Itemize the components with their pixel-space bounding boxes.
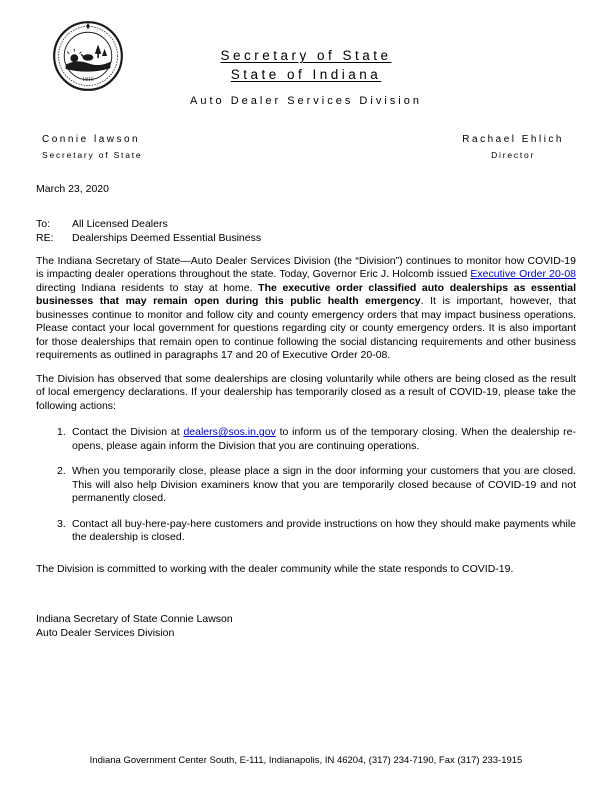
to-value: All Licensed Dealers — [72, 217, 168, 230]
signature-block — [36, 613, 576, 640]
director-title: Director — [491, 150, 536, 160]
dealers-email-link[interactable]: dealers@sos.in.gov — [183, 426, 276, 438]
text-run: The Indiana Secretary of State—Auto Dealer Services Division (the “Division”) continues to monitor how COVID-19 is impacting dealer operations throughout the state. Today, Governor Eric J. Holcomb issued — [36, 254, 576, 280]
signature-line-1: Indiana Secretary of State Connie Lawson — [36, 613, 233, 625]
letter-body — [0, 183, 612, 640]
letter-date: March 23, 2020 — [36, 183, 109, 195]
closing-paragraph: The Division is committed to working with the dealer community while the state responds to COVID-19. — [36, 562, 514, 575]
text-run: . It is important, however, that businesses continue to monitor and follow city and county emergency orders that may impact business operations. Please contact your local government for questions regarding city or county emergency orders. It is also important for those dealerships that remain open to continue following the social distancing requirements and other business requirements as outlined in paragraphs 17 and 20 of Executive Order 20-08. — [36, 295, 576, 361]
letterhead-division: Auto Dealer Services Division — [190, 95, 422, 107]
list-item — [36, 465, 576, 506]
bold-text: The executive order classified auto dealerships as essential businesses that may remain open during this public health emergency — [36, 281, 576, 307]
text-run: When you temporarily close, please place a sign in the door informing your customers that you are closed. This will also help Division examiners know that you are temporarily closed because of COVID-19 and not permanently closed. — [72, 465, 576, 504]
text-run: to inform us of the temporary closing. When the dealership re-opens, please again inform the Division that you are continuing operations. — [72, 426, 577, 452]
list-marker: 3. — [57, 517, 66, 530]
indiana-state-seal-icon — [52, 20, 124, 92]
text-run: Contact all buy-here-pay-here customers and provide instructions on how they should make payments while the dealership is closed. — [72, 517, 576, 543]
list-item — [36, 426, 576, 453]
signature-line-2: Auto Dealer Services Division — [36, 626, 175, 639]
list-item-text — [72, 465, 576, 506]
text-run: Contact the Division at — [72, 426, 184, 438]
official-right — [462, 133, 564, 162]
list-marker: 2. — [57, 465, 66, 477]
list-item — [36, 518, 576, 545]
letterhead — [0, 0, 612, 107]
seal-year: 1816 — [82, 77, 94, 84]
letterhead-title-secretary: Secretary of State — [220, 48, 392, 63]
text-run: directing Indiana residents to stay at home. — [36, 281, 259, 294]
to-label: To: — [36, 217, 51, 230]
secretary-title: Secretary of State — [42, 150, 143, 160]
footer-address: Indiana Government Center South, E-111, Indianapolis, IN 46204, (317) 234-7190, Fax (317) 233-1915 — [89, 755, 523, 766]
executive-order-link[interactable]: Executive Order 20-08 — [470, 268, 576, 280]
list-marker: 1. — [57, 426, 66, 438]
letterhead-title-state: State of Indiana — [230, 67, 382, 82]
officials-row — [0, 133, 612, 162]
paragraph-2: The Division has observed that some dealerships are closing voluntarily while others are being closed as the result of local emergency declarations. If your dealership has temporarily closed as a result of COVID-19, please take the following actions: — [36, 372, 576, 412]
director-name: Rachael Ehlich — [462, 134, 564, 145]
action-list — [36, 426, 576, 545]
reference-block — [36, 218, 576, 246]
re-label: RE: — [36, 232, 54, 244]
list-item-text — [72, 426, 576, 453]
official-left — [42, 133, 142, 162]
list-item-text — [72, 518, 576, 545]
secretary-name: Connie lawson — [42, 134, 141, 145]
re-value: Dealerships Deemed Essential Business — [72, 232, 262, 244]
paragraph-1 — [36, 255, 576, 363]
